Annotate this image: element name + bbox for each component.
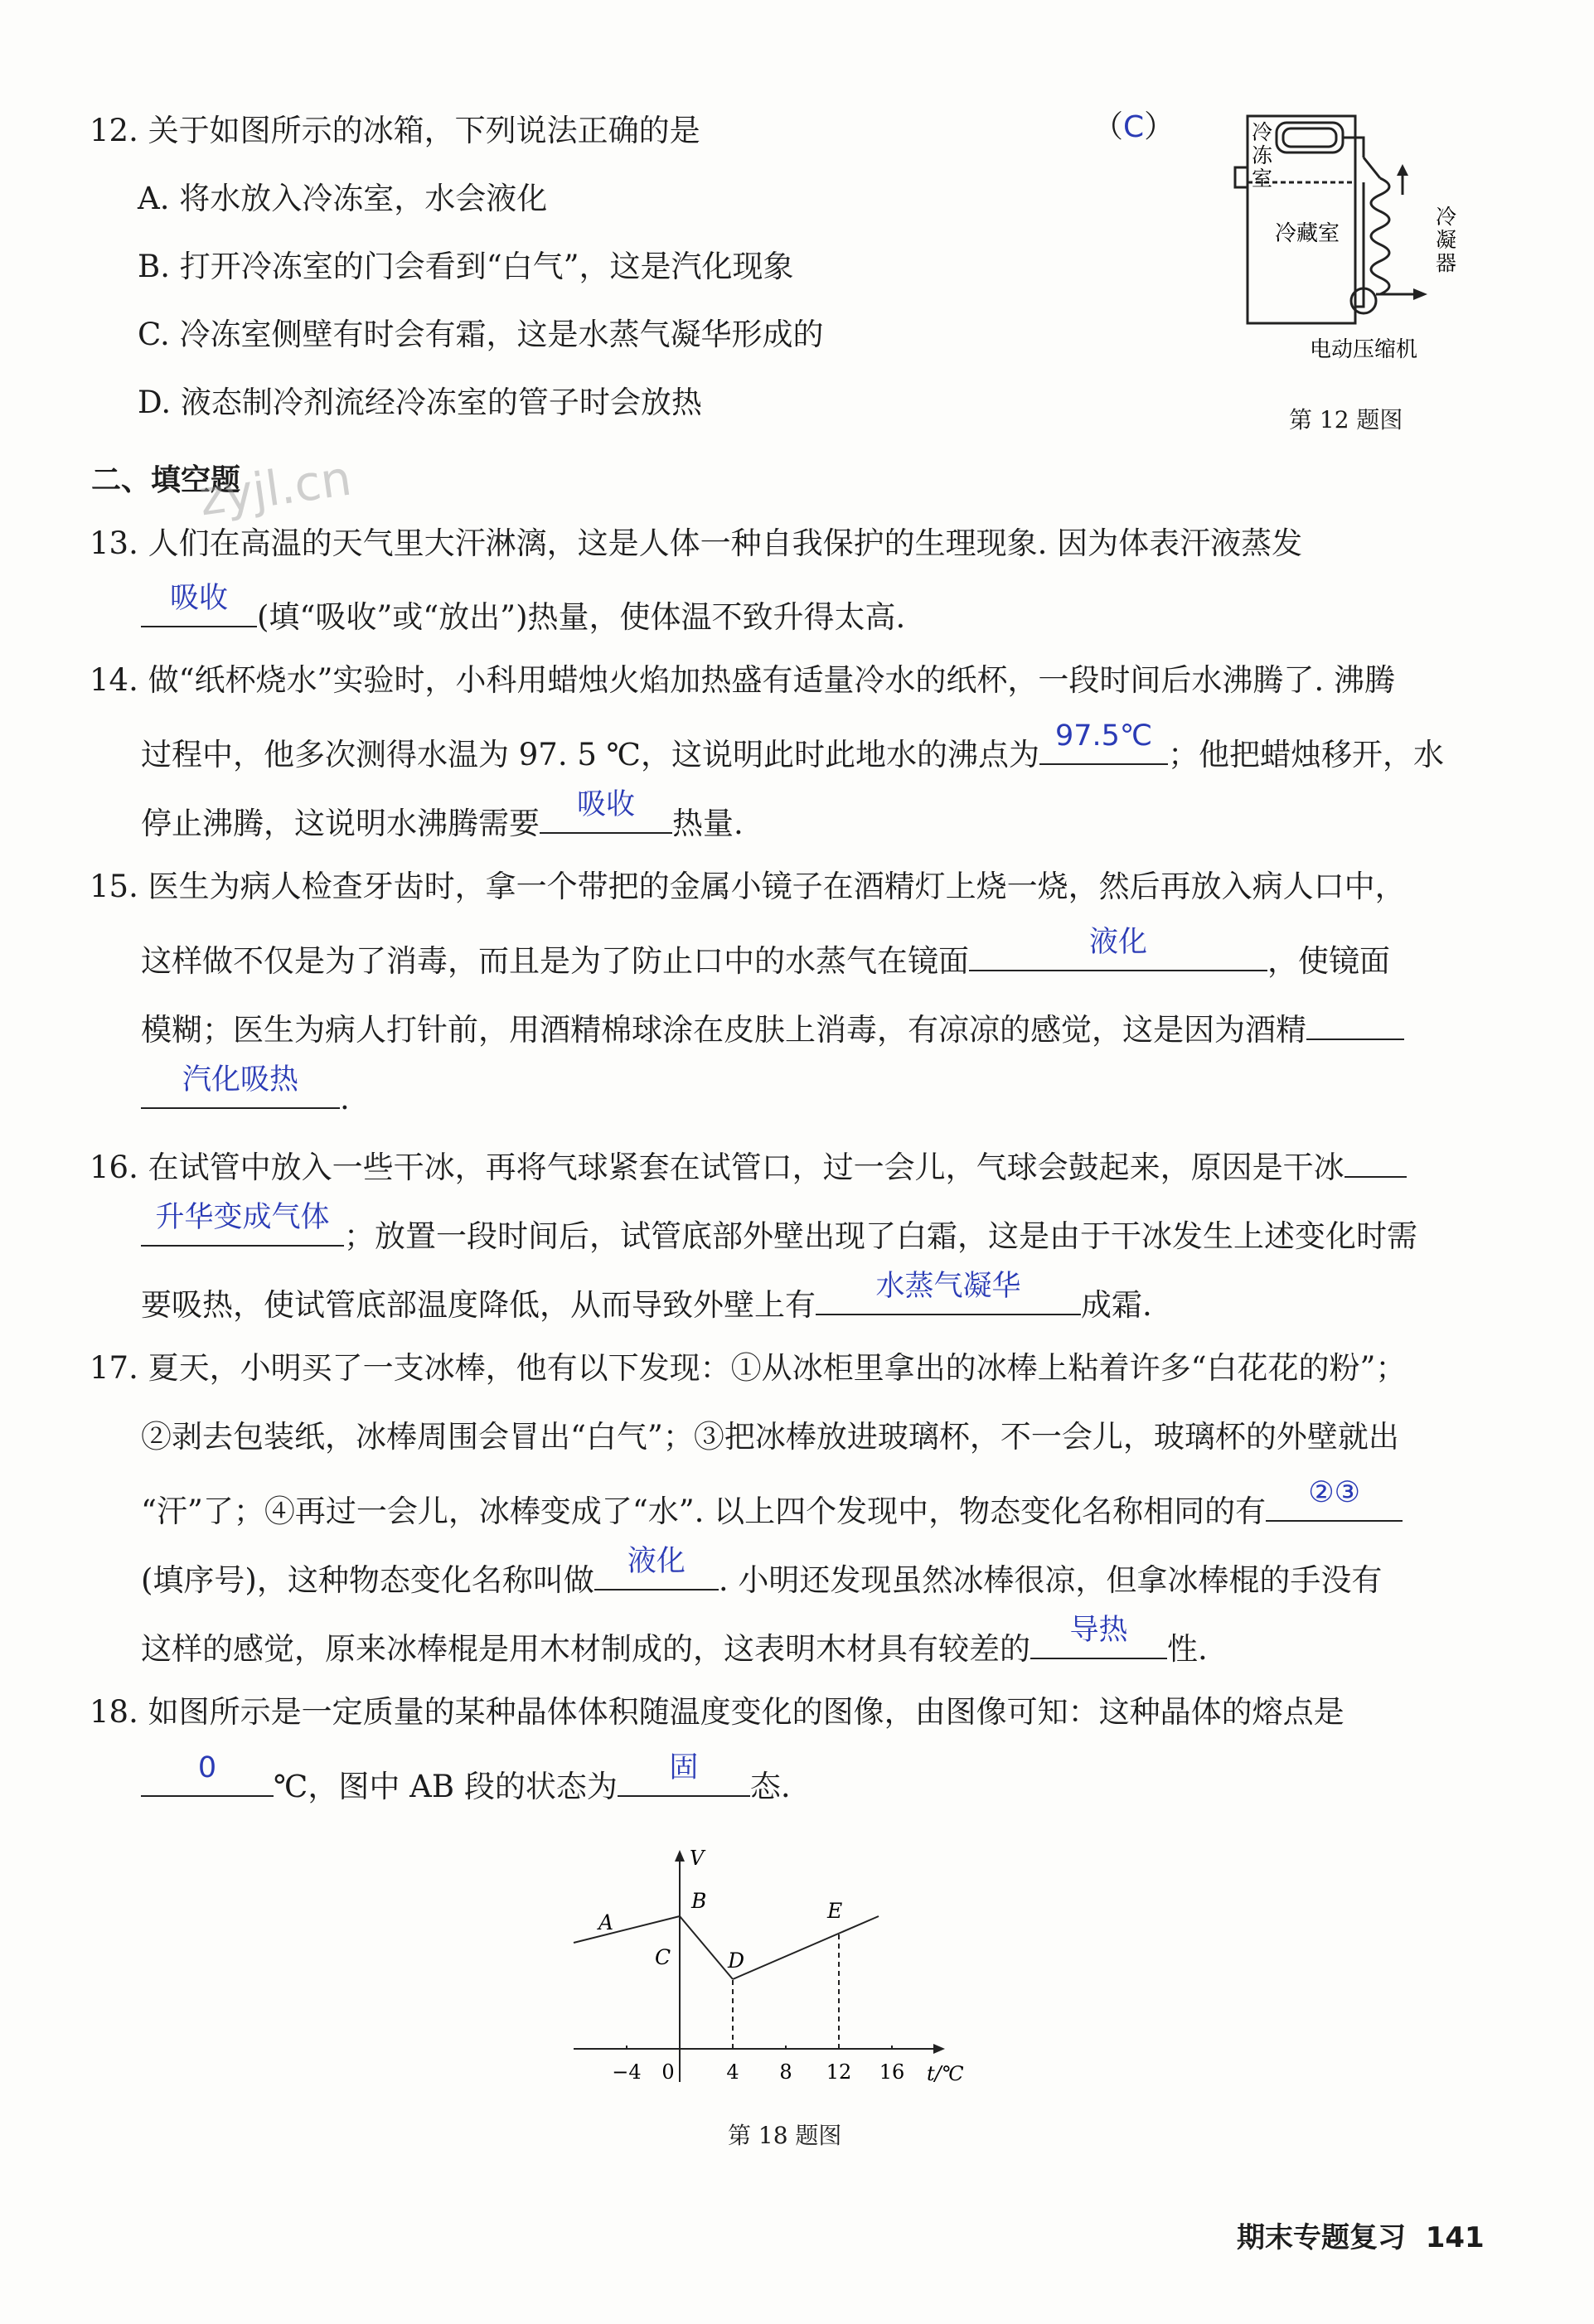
- x-tick-label: 16: [879, 2060, 905, 2084]
- freezer-label-2: 冻: [1252, 143, 1273, 167]
- freezer-label-3: 室: [1252, 167, 1273, 191]
- q18-answer-1: 0: [197, 1751, 217, 1784]
- q17-answer-3: 导热: [1069, 1614, 1128, 1647]
- q14-line2-after: ；他把蜡烛移开，水: [1168, 737, 1445, 772]
- q16-answer-2: 水蒸气凝华: [875, 1270, 1021, 1303]
- point-label-b: B: [691, 1889, 707, 1913]
- q18-line2-mid: ℃，图中 AB 段的状态为: [274, 1769, 618, 1804]
- compressor-label: 电动压缩机: [1310, 337, 1418, 362]
- q12-option-b: B. 打开冷冻室的门会看到“白气”，这是汽化现象: [138, 249, 794, 284]
- q17-line4-text: (填序号)，这种物态变化名称叫做: [141, 1562, 594, 1598]
- series-segment: [574, 1916, 680, 1943]
- q17-blank-2[interactable]: [594, 1545, 719, 1590]
- q17-line3-text: “汗”了；④再过一会儿，冰棒变成了“水”. 以上四个发现中，物态变化名称相同的有: [141, 1494, 1267, 1529]
- q18-blank-2[interactable]: [618, 1751, 750, 1797]
- series-segment: [733, 1916, 879, 1979]
- watermark: zyjl.cn: [196, 449, 355, 527]
- q18-chart: [572, 1832, 986, 2105]
- q18-line2: [141, 1751, 791, 1808]
- q16-blank-2[interactable]: [816, 1270, 1081, 1315]
- q15-line4: [141, 1063, 350, 1120]
- x-tick-label: 8: [779, 2060, 792, 2084]
- q14-answer-1: 97.5℃: [1054, 719, 1153, 753]
- q17-blank-3[interactable]: [1030, 1614, 1167, 1659]
- q17-answer-1: ②③: [1308, 1476, 1361, 1509]
- x-axis-label: t/℃: [927, 2062, 964, 2085]
- y-axis-label: V: [690, 1847, 705, 1870]
- q14-blank-2[interactable]: [540, 788, 672, 834]
- x-tick-label: −4: [612, 2060, 642, 2084]
- q13-line2-text: (填“吸收”或“放出”)热量，使体温不致升得太高.: [257, 599, 906, 635]
- x-tick-label: 0: [661, 2060, 675, 2084]
- point-label-a: A: [598, 1910, 614, 1934]
- q18-blank-1[interactable]: [141, 1751, 274, 1797]
- condenser-label-1: 冷: [1436, 205, 1457, 229]
- q17-line3: [141, 1476, 1403, 1532]
- condenser-coil: [1371, 178, 1389, 294]
- q14-line2-text: 过程中，他多次测得水温为 97. 5 ℃，这说明此时此地水的沸点为: [141, 737, 1040, 772]
- point-label-e: E: [827, 1899, 843, 1923]
- q17-line5-after: 性.: [1167, 1631, 1208, 1667]
- q15-line1: 15. 医生为病人检查牙齿时，拿一个带把的金属小镜子在酒精灯上烧一烧，然后再放入病人口中，: [90, 869, 1406, 904]
- q14-blank-1[interactable]: [1039, 719, 1168, 765]
- q14-line3-text: 停止沸腾，这说明水沸腾需要: [141, 806, 540, 841]
- q12-answer-paren: [1093, 106, 1175, 148]
- q18-answer-2: 固: [669, 1751, 699, 1784]
- q13-line1: 13. 人们在高温的天气里大汗淋漓，这是人体一种自我保护的生理现象. 因为体表汗液蒸发: [90, 525, 1303, 561]
- q14-answer-2: 吸收: [576, 788, 635, 821]
- fridge-label: 冷藏室: [1275, 221, 1340, 246]
- q16-line1: [90, 1141, 1407, 1189]
- q14-line1: 14. 做“纸杯烧水”实验时，小科用蜡烛火焰加热盛有适量冷水的纸杯，一段时间后水沸腾了. 沸腾: [90, 662, 1395, 698]
- q18-line1: 18. 如图所示是一定质量的某种晶体体积随温度变化的图像，由图像可知：这种晶体的熔点是: [90, 1694, 1344, 1730]
- q15-blank-1b: [1306, 1004, 1404, 1040]
- q12-option-d: D. 液态制冷剂流经冷冻室的管子时会放热: [138, 385, 702, 420]
- condenser-label-2: 凝: [1436, 228, 1457, 252]
- q15-line2: [141, 926, 1390, 982]
- q13-blank-1[interactable]: [141, 582, 257, 627]
- paren-open: （: [1093, 109, 1123, 144]
- point-label-c: C: [655, 1945, 671, 1969]
- q14-line3-after: 热量.: [672, 806, 744, 841]
- q15-line4-after: .: [340, 1081, 350, 1116]
- q16-line3: [141, 1270, 1152, 1326]
- q14-line3: [141, 788, 744, 845]
- footer-title: 期末专题复习: [1237, 2221, 1406, 2254]
- q15-blank-1[interactable]: [969, 926, 1267, 971]
- q16-line3-text: 要吸热，使试管底部温度降低，从而导致外壁上有: [141, 1287, 816, 1323]
- paren-close: ）: [1144, 109, 1175, 144]
- q12-option-a: A. 将水放入冷冻室，水会液化: [138, 181, 548, 216]
- q16-line2: [141, 1201, 1417, 1257]
- section-title: 二、填空题: [91, 463, 241, 497]
- q15-line3-text: 模糊；医生为病人打针前，用酒精棉球涂在皮肤上消毒，有凉凉的感觉，这是因为酒精: [141, 1012, 1306, 1048]
- q16-line1-text: 16. 在试管中放入一些干冰，再将气球紧套在试管口，过一会儿，气球会鼓起来，原因是干冰: [90, 1150, 1344, 1185]
- q12-stem: 12. 关于如图所示的冰箱，下列说法正确的是: [90, 113, 700, 148]
- freezer-label-1: 冷: [1252, 120, 1273, 144]
- q17-blank-1[interactable]: [1266, 1476, 1403, 1522]
- q15-line3: [141, 1004, 1404, 1051]
- x-tick-label: 12: [826, 2060, 852, 2084]
- q17-line4: [141, 1545, 1383, 1601]
- page-number: 141: [1425, 2221, 1485, 2254]
- footer: [1237, 2215, 1485, 2255]
- series-segment: [680, 1916, 733, 1979]
- q16-blank-1a: [1344, 1141, 1407, 1178]
- q17-line5-text: 这样的感觉，原来冰棒棍是用木材制成的，这表明木材具有较差的: [141, 1631, 1030, 1667]
- q16-line3-after: 成霜.: [1081, 1287, 1152, 1323]
- q17-line5: [141, 1614, 1208, 1670]
- q16-answer-1: 升华变成气体: [155, 1201, 330, 1234]
- q12-caption: 第 12 题图: [1289, 406, 1403, 433]
- y-axis-arrow: [675, 1850, 685, 1862]
- q12-answer: C: [1123, 110, 1145, 144]
- point-label-d: D: [728, 1949, 745, 1973]
- q17-line2: ②剥去包装纸，冰棒周围会冒出“白气”；③把冰棒放进玻璃杯，不一会儿，玻璃杯的外壁就出: [141, 1419, 1399, 1455]
- q15-line2-after: ，使镜面: [1267, 943, 1390, 979]
- x-tick-label: 4: [726, 2060, 739, 2084]
- freezer-coil: [1277, 123, 1343, 153]
- q15-answer-1: 液化: [1088, 926, 1147, 959]
- q17-answer-2: 液化: [627, 1545, 686, 1578]
- q18-caption: 第 18 题图: [728, 2122, 842, 2149]
- q15-blank-2[interactable]: [141, 1063, 340, 1109]
- q18-line2-after: 态.: [749, 1769, 791, 1804]
- condenser-label-3: 器: [1436, 251, 1457, 275]
- q15-line2-text: 这样做不仅是为了消毒，而且是为了防止口中的水蒸气在镜面: [141, 943, 969, 979]
- q15-answer-2: 汽化吸热: [182, 1063, 298, 1097]
- fridge-figure: [1210, 99, 1492, 365]
- q13-answer-1: 吸收: [169, 582, 228, 615]
- q16-blank-1[interactable]: [141, 1201, 344, 1247]
- q13-line2: [141, 582, 906, 638]
- x-axis-arrow: [933, 2044, 945, 2054]
- q17-line1: 17. 夏天，小明买了一支冰棒，他有以下发现：①从冰柜里拿出的冰棒上粘着许多“白花花的粉”；: [90, 1350, 1407, 1386]
- q17-line4-after: . 小明还发现虽然冰棒很凉，但拿冰棒棍的手没有: [718, 1562, 1383, 1598]
- q14-line2: [141, 719, 1445, 776]
- q12-option-c: C. 冷冻室侧壁有时会有霜，这是水蒸气凝华形成的: [138, 317, 824, 352]
- q16-line2-text: ；放置一段时间后，试管底部外壁出现了白霜，这是由于干冰发生上述变化时需: [344, 1218, 1417, 1254]
